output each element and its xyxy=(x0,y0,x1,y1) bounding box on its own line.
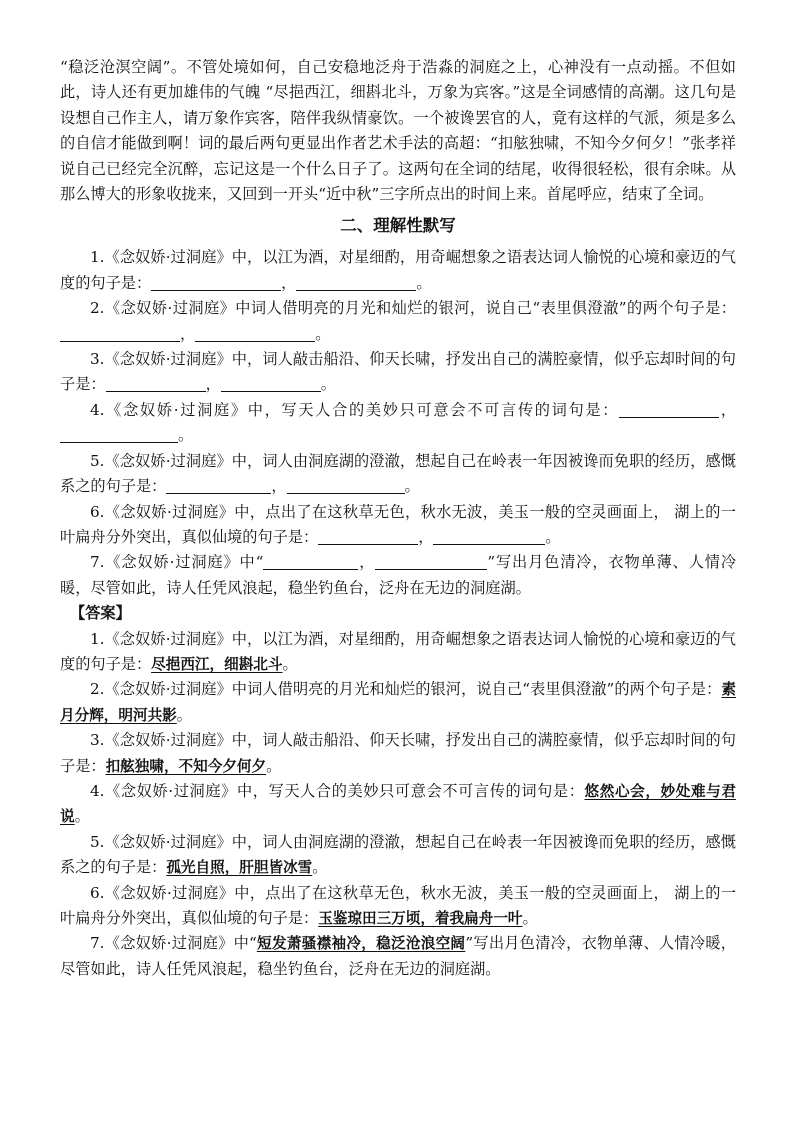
intro-text-b: 这是全词感情的高潮。这几句是设想自己作主人，请万象作宾客，陪伴我纵情豪饮。一个被谗罢官的人，竟有这样的气派，须是多么的自信才能做到啊！词的最后两句更显出作者艺术手法的高超：“扣舷独啸，不知今夕何夕！”张孝祥说自己已经完全沉醉，忘记这是一个什么日子了。这两句在全词的结尾，收得很轻松，很有余味。从那么博大的形象收拢来，又回到一开头“近中秋”三字所点出的时间上来。首尾呼应，结束了全词。 xyxy=(60,83,737,204)
answer-blank xyxy=(287,477,405,494)
answer-blank xyxy=(318,528,418,545)
answer-7: 7.《念奴娇·过洞庭》中“短发萧骚襟袖冷，稳泛沧浪空阔”写出月色清冷，衣物单薄、人情冷暖，尽管如此，诗人任凭风浪起，稳坐钓鱼台，泛舟在无边的洞庭湖。 xyxy=(60,934,736,978)
document-page xyxy=(60,55,736,982)
answer-text: 素月分辉，明河共影 xyxy=(60,681,736,724)
answer-blank xyxy=(166,477,271,494)
answer-heading: 【答案】 xyxy=(70,604,131,623)
answer-3: 3.《念奴娇·过洞庭》中，词人敲击船沿、仰天长啸，抒发出自己的满腔豪情，似乎忘却时间的句子是：扣舷独啸，不知今夕何夕。 xyxy=(60,731,736,775)
question-4: 4.《念奴娇·过洞庭》中，写天人合的美妙只可意会不可言传的词句是： ，。 xyxy=(60,398,736,449)
answer-blank xyxy=(60,426,178,443)
answer-blank xyxy=(375,553,487,570)
intro-text-a: “稳泛沧溟空阔”。不管处境如何，自己安稳地泛舟于浩淼的洞庭之上，心神没有一点动摇。不但如此，诗人还有更加雄伟的气魄 xyxy=(60,58,736,102)
question-1: 1.《念奴娇·过洞庭》中，以江为酒，对星细酌，用奇崛想象之语表达词人愉悦的心境和豪迈的气度的句子是： ， 。 xyxy=(60,248,736,292)
answer-blank xyxy=(195,325,315,342)
question-3: 3.《念奴娇·过洞庭》中，词人敲击船沿、仰天长啸，抒发出自己的满腔豪情，似乎忘却时间的句子是： ， 。 xyxy=(60,350,736,394)
answer-2: 2.《念奴娇·过洞庭》中词人借明亮的月光和灿烂的银河，说自己“表里俱澄澈”的两个句子是：素月分辉，明河共影。 xyxy=(60,680,736,724)
answer-text: 悠然心会，妙处难与君说 xyxy=(60,782,736,826)
answer-blank xyxy=(263,553,358,570)
question-2: 2.《念奴娇·过洞庭》中词人借明亮的月光和灿烂的银河，说自己“表里俱澄澈”的两个句子是：， 。 xyxy=(60,296,736,347)
question-5: 5.《念奴娇·过洞庭》中，词人由洞庭湖的澄澈，想起自己在岭表一年因被谗而免职的经历，感慨系之的句子是： ， 。 xyxy=(60,451,736,496)
answer-5: 5.《念奴娇·过洞庭》中，词人由洞庭湖的澄澈，想起自己在岭表一年因被谗而免职的经历，感慨系之的句子是：孤光自照，肝胆皆冰雪。 xyxy=(60,832,736,877)
question-7: 7.《念奴娇·过洞庭》中“ ， ”写出月色清冷，衣物单薄、人情冷暖，尽管如此，诗人任凭风浪起，稳坐钓鱼台，泛舟在无边的洞庭湖。 xyxy=(60,553,737,597)
answer-text: 孤光自照，肝胆皆冰雪 xyxy=(166,859,313,877)
answer-blank xyxy=(106,375,206,392)
answer-4: 4.《念奴娇·过洞庭》中，写天人合的美妙只可意会不可言传的词句是：悠然心会，妙处难与君说。 xyxy=(60,781,736,826)
answer-blank xyxy=(619,401,719,418)
intro-paragraph xyxy=(60,55,736,207)
question-6: 6.《念奴娇·过洞庭》中，点出了在这秋草无色，秋水无波，美玉一般的空灵画面上， 湖上的一叶扁舟分外突出，真似仙境的句子是： ， 。 xyxy=(60,502,736,546)
answer-blank xyxy=(60,325,180,342)
answer-text: 扣舷独啸，不知今夕何夕 xyxy=(105,757,267,775)
answer-6: 6.《念奴娇·过洞庭》中，点出了在这秋草无色，秋水无波，美玉一般的空灵画面上， 湖上的一叶扁舟分外突出，真似仙境的句子是：玉鉴琼田三万顷，着我扁舟一叶。 xyxy=(60,883,736,927)
answer-blank xyxy=(433,528,545,545)
section-title: 二、理解性默写 xyxy=(340,216,456,236)
answer-text: 玉鉴琼田三万顷，着我扁舟一叶 xyxy=(318,910,523,927)
answer-blank xyxy=(221,375,321,392)
answer-blank xyxy=(151,274,281,291)
answer-blank xyxy=(296,274,416,291)
answer-1: 1.《念奴娇·过洞庭》中，以江为酒，对星细酌，用奇崛想象之语表达词人愉悦的心境和豪迈的气度的句子是：尽挹西江，细斟北斗。 xyxy=(60,629,736,673)
answer-text: 短发萧骚襟袖冷，稳泛沧浪空阔 xyxy=(256,935,466,953)
intro-quote: “尽挹西江，细斟北斗，万象为宾客。” xyxy=(265,83,521,102)
answer-text: 尽挹西江，细斟北斗 xyxy=(151,655,283,673)
